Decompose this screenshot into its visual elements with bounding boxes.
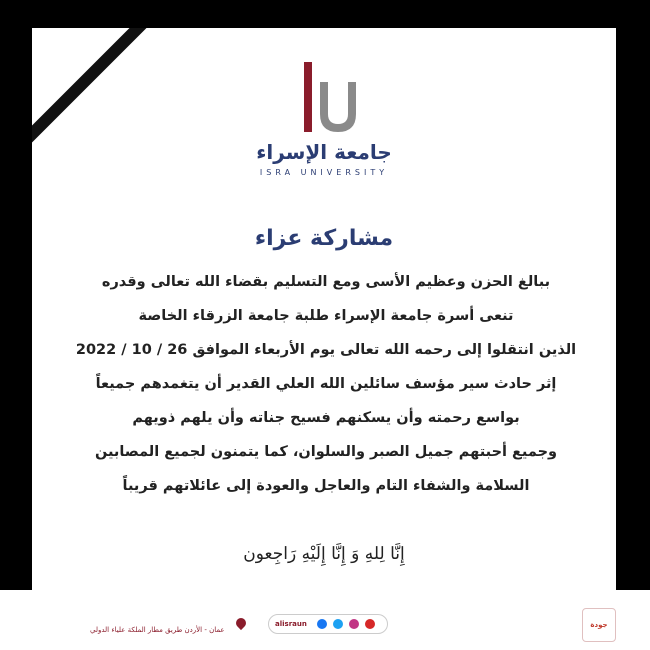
condolence-card — [32, 28, 616, 614]
logo-u-shape — [320, 82, 356, 132]
instagram-icon[interactable] — [349, 619, 359, 629]
text-line-6: وجميع أحبتهم جميل الصبر والسلوان، كما يتمنون لجميع المصابين — [94, 444, 558, 460]
page-title: مشاركة عزاء — [254, 226, 394, 251]
youtube-icon[interactable] — [365, 619, 375, 629]
isra-logo — [290, 58, 360, 138]
text-line-1: ببالغ الحزن وعظيم الأسى ومع التسليم بقضاء الله تعالى وقدره — [101, 274, 551, 290]
address-text: عمان - الأردن طريق مطار الملكة علياء الدولي — [90, 626, 225, 634]
text-line-7: السلامة والشفاء التام والعاجل والعودة إلى عائلاتهم قريباً — [122, 478, 530, 494]
university-name-english: ISRA UNIVERSITY — [259, 168, 389, 177]
text-line-5: بواسع رحمته وأن يسكنهم فسيح جناته وأن يلهم ذويهم — [132, 410, 520, 426]
quality-badge: جودة — [582, 608, 616, 642]
footer — [0, 590, 650, 650]
location-pin-icon — [234, 616, 248, 630]
text-line-3: الذين انتقلوا إلى رحمه الله تعالى يوم الأربعاء الموافق 26 / 10 / 2022 — [75, 342, 577, 358]
quran-verse: إِنَّا لِلهِ وَ إِنَّا إِلَيْهِ رَاجِعون — [243, 544, 405, 564]
text-line-2: تنعى أسرة جامعة الإسراء طلبة جامعة الزرقاء الخاصة — [138, 308, 514, 324]
social-links — [268, 614, 388, 634]
university-name-arabic: جامعة الإسراء — [256, 140, 392, 164]
logo-i-bar — [304, 62, 312, 132]
social-handle[interactable]: alisraun — [275, 620, 307, 628]
text-line-4: إثر حادث سير مؤسف سائلين الله العلي القدير أن يتغمدهم جميعاً — [95, 376, 557, 392]
facebook-icon[interactable] — [317, 619, 327, 629]
twitter-icon[interactable] — [333, 619, 343, 629]
